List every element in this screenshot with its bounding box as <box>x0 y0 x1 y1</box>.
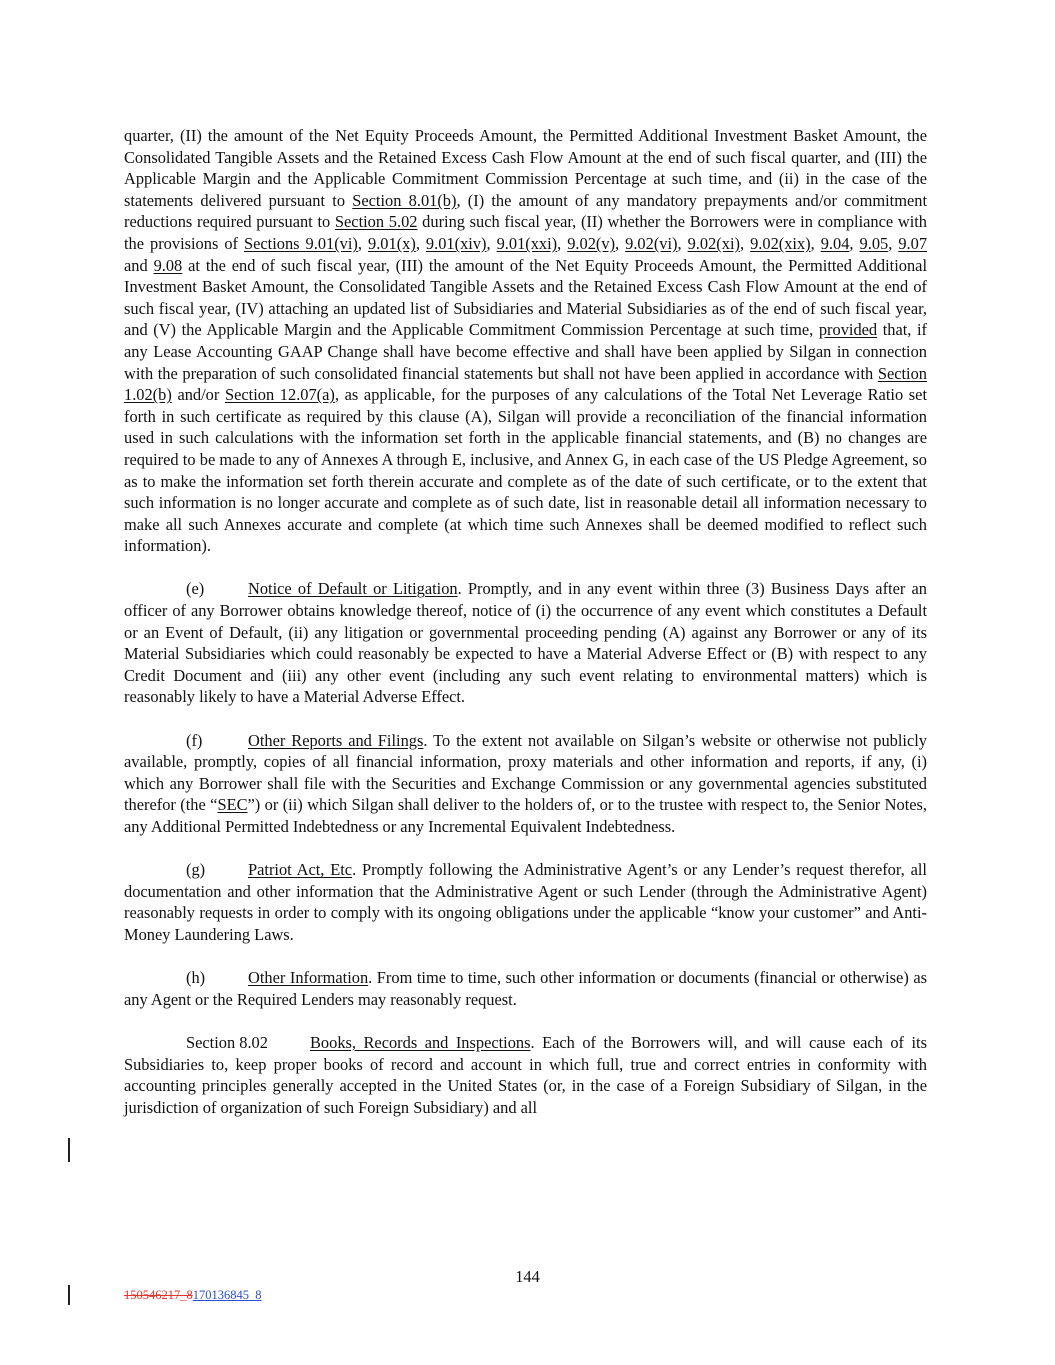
cross-reference: 9.01(x) <box>368 233 416 253</box>
cross-reference: Section 12.07(a) <box>224 385 335 405</box>
document-body <box>124 125 927 1118</box>
cross-reference: 9.05 <box>859 233 889 253</box>
clause-heading: Other Information <box>248 968 369 988</box>
paragraph-h: (h) Other Information. From time to time, such other information or documents (financial or otherwise) as any Agent or the Required Lenders may reasonably request. <box>124 968 927 1009</box>
paragraph-f: (f) Other Reports and Filings. To the extent not available on Silgan’s website or otherwise not publicly available, promptly, copies of all financial information, proxy materials and other information and reports, if any, (i) which any Borrower shall file with the Securities and Exchange Commission or any governmental agencies substituted therefor (the “SEC”) or (ii) which Silgan shall deliver to the holders of, or to the trustee with respect to, the Senior Notes, any Additional Permitted Indebtedness or any Incremental Equivalent Indebtedness. <box>124 730 927 836</box>
clause-label: (h) <box>186 968 206 988</box>
clause-heading: Notice of Default or Litigation <box>248 579 458 599</box>
cross-reference: 9.04 <box>820 233 850 253</box>
deleted-doc-id: 150546217_8 <box>124 1288 193 1302</box>
cross-reference: Section 1.02(b) <box>124 363 927 405</box>
clause-label: (f) <box>186 730 203 750</box>
clause-heading: Patriot Act, Etc <box>248 860 353 880</box>
clause-label: (e) <box>186 579 205 599</box>
revision-change-bar <box>68 1138 70 1162</box>
cross-reference: 9.01(xiv) <box>425 233 487 253</box>
cross-reference: 9.01(xxi) <box>496 233 558 253</box>
cross-reference: Section 5.02 <box>334 212 418 232</box>
defined-term: SEC <box>217 795 248 815</box>
clause-heading: Other Reports and Filings <box>248 730 424 750</box>
inserted-doc-id: 170136845_8 <box>192 1288 262 1302</box>
cross-reference: 9.02(vi) <box>625 233 678 253</box>
cross-reference: 9.02(v) <box>567 233 616 253</box>
cross-reference: Sections 9.01(vi) <box>244 233 358 253</box>
cross-reference: 9.08 <box>153 255 183 275</box>
cross-reference: 9.02(xi) <box>687 233 740 253</box>
cross-reference: 9.02(xix) <box>750 233 811 253</box>
section-heading: Books, Records and Inspections <box>310 1032 531 1052</box>
paragraph-e: (e) Notice of Default or Litigation. Promptly, and in any event within three (3) Business Days after an officer of any Borrower obtains knowledge thereof, notice of (i) the occurrence of any event which constitutes a Default or an Event of Default, (ii) any litigation or governmental proceeding pending (A) against any Borrower or any of its Material Subsidiaries which could reasonably be expected to have a Material Adverse Effect or (B) with respect to any Credit Document and (iii) any other event (including any such event relating to environmental matters) which is reasonably likely to have a Material Adverse Effect. <box>124 579 927 707</box>
cross-reference: Section 8.01(b) <box>352 190 457 210</box>
paragraph-g: (g) Patriot Act, Etc. Promptly following the Administrative Agent’s or any Lender’s request therefor, all documentation and other information that the Administrative Agent or such Lender (through the Administrative Agent) reasonably requests in order to comply with its ongoing obligations under the applicable “know your customer” and Anti-Money Laundering Laws. <box>124 860 927 944</box>
section-8-02: Section 8.02 Books, Records and Inspections. Each of the Borrowers will, and will cause each of its Subsidiaries to, keep proper books of record and account in which full, true and correct entries in conformity with accounting principles generally accepted in the United States (or, in the case of a Foreign Subsidiary of Silgan, in the jurisdiction of organization of such Foreign Subsidiary) and all <box>124 1032 927 1117</box>
defined-term: provided <box>818 320 878 340</box>
clause-label: (g) <box>186 860 206 880</box>
section-label: Section 8.02 <box>186 1032 268 1052</box>
cross-reference: 9.07 <box>898 233 928 253</box>
page-number: 144 <box>515 1267 540 1286</box>
document-id <box>124 1288 262 1303</box>
revision-change-bar <box>68 1285 70 1305</box>
paragraph-certificate-continuation: quarter, (II) the amount of the Net Equity Proceeds Amount, the Permitted Additional Investment Basket Amount, the Consolidated Tangible Assets and the Retained Excess Cash Flow Amount at the end of such fiscal quarter, and (III) the Applicable Margin and the Applicable Commitment Commission Percentage at such time, and (ii) in the case of the statements delivered pursuant to Section 8.01(b), (I) the amount of any mandatory prepayments and/or commitment reductions required pursuant to Section 5.02 during such fiscal year, (II) whether the Borrowers were in compliance with the provisions of Sections 9.01(vi), 9.01(x), 9.01(xiv), 9.01(xxi), 9.02(v), 9.02(vi), 9.02(xi), 9.02(xix), 9.04, 9.05, 9.07 and 9.08 at the end of such fiscal year, (III) the amount of the Net Equity Proceeds Amount, the Permitted Additional Investment Basket Amount, the Consolidated Tangible Assets and the Retained Excess Cash Flow Amount at the end of such fiscal year, (IV) attaching an updated list of Subsidiaries and Material Subsidiaries as of the end of such fiscal year, and (V) the Applicable Margin and the Applicable Commitment Commission Percentage at such time, provided that, if any Lease Accounting GAAP Change shall have become effective and shall have been applied by Silgan in connection with the preparation of such consolidated financial statements but shall not have been applied in accordance with Section 1.02(b) and/or Section 12.07(a), as applicable, for the purposes of any calculations of the Total Net Leverage Ratio set forth in such certificate as required by this clause (A), Silgan will provide a reconciliation of the financial information used in such calculations with the information set forth in the applicable financial statements, and (B) no changes are required to be made to any of Annexes A through E, inclusive, and Annex G, in each case of the US Pledge Agreement, so as to make the information set forth therein accurate and complete as of the date of such certificate, or to the extent that such information is no longer accurate and complete as of such date, list in reasonable detail all information necessary to make all such Annexes accurate and complete (at which time such Annexes shall be deemed modified to reflect such information). <box>124 126 928 556</box>
